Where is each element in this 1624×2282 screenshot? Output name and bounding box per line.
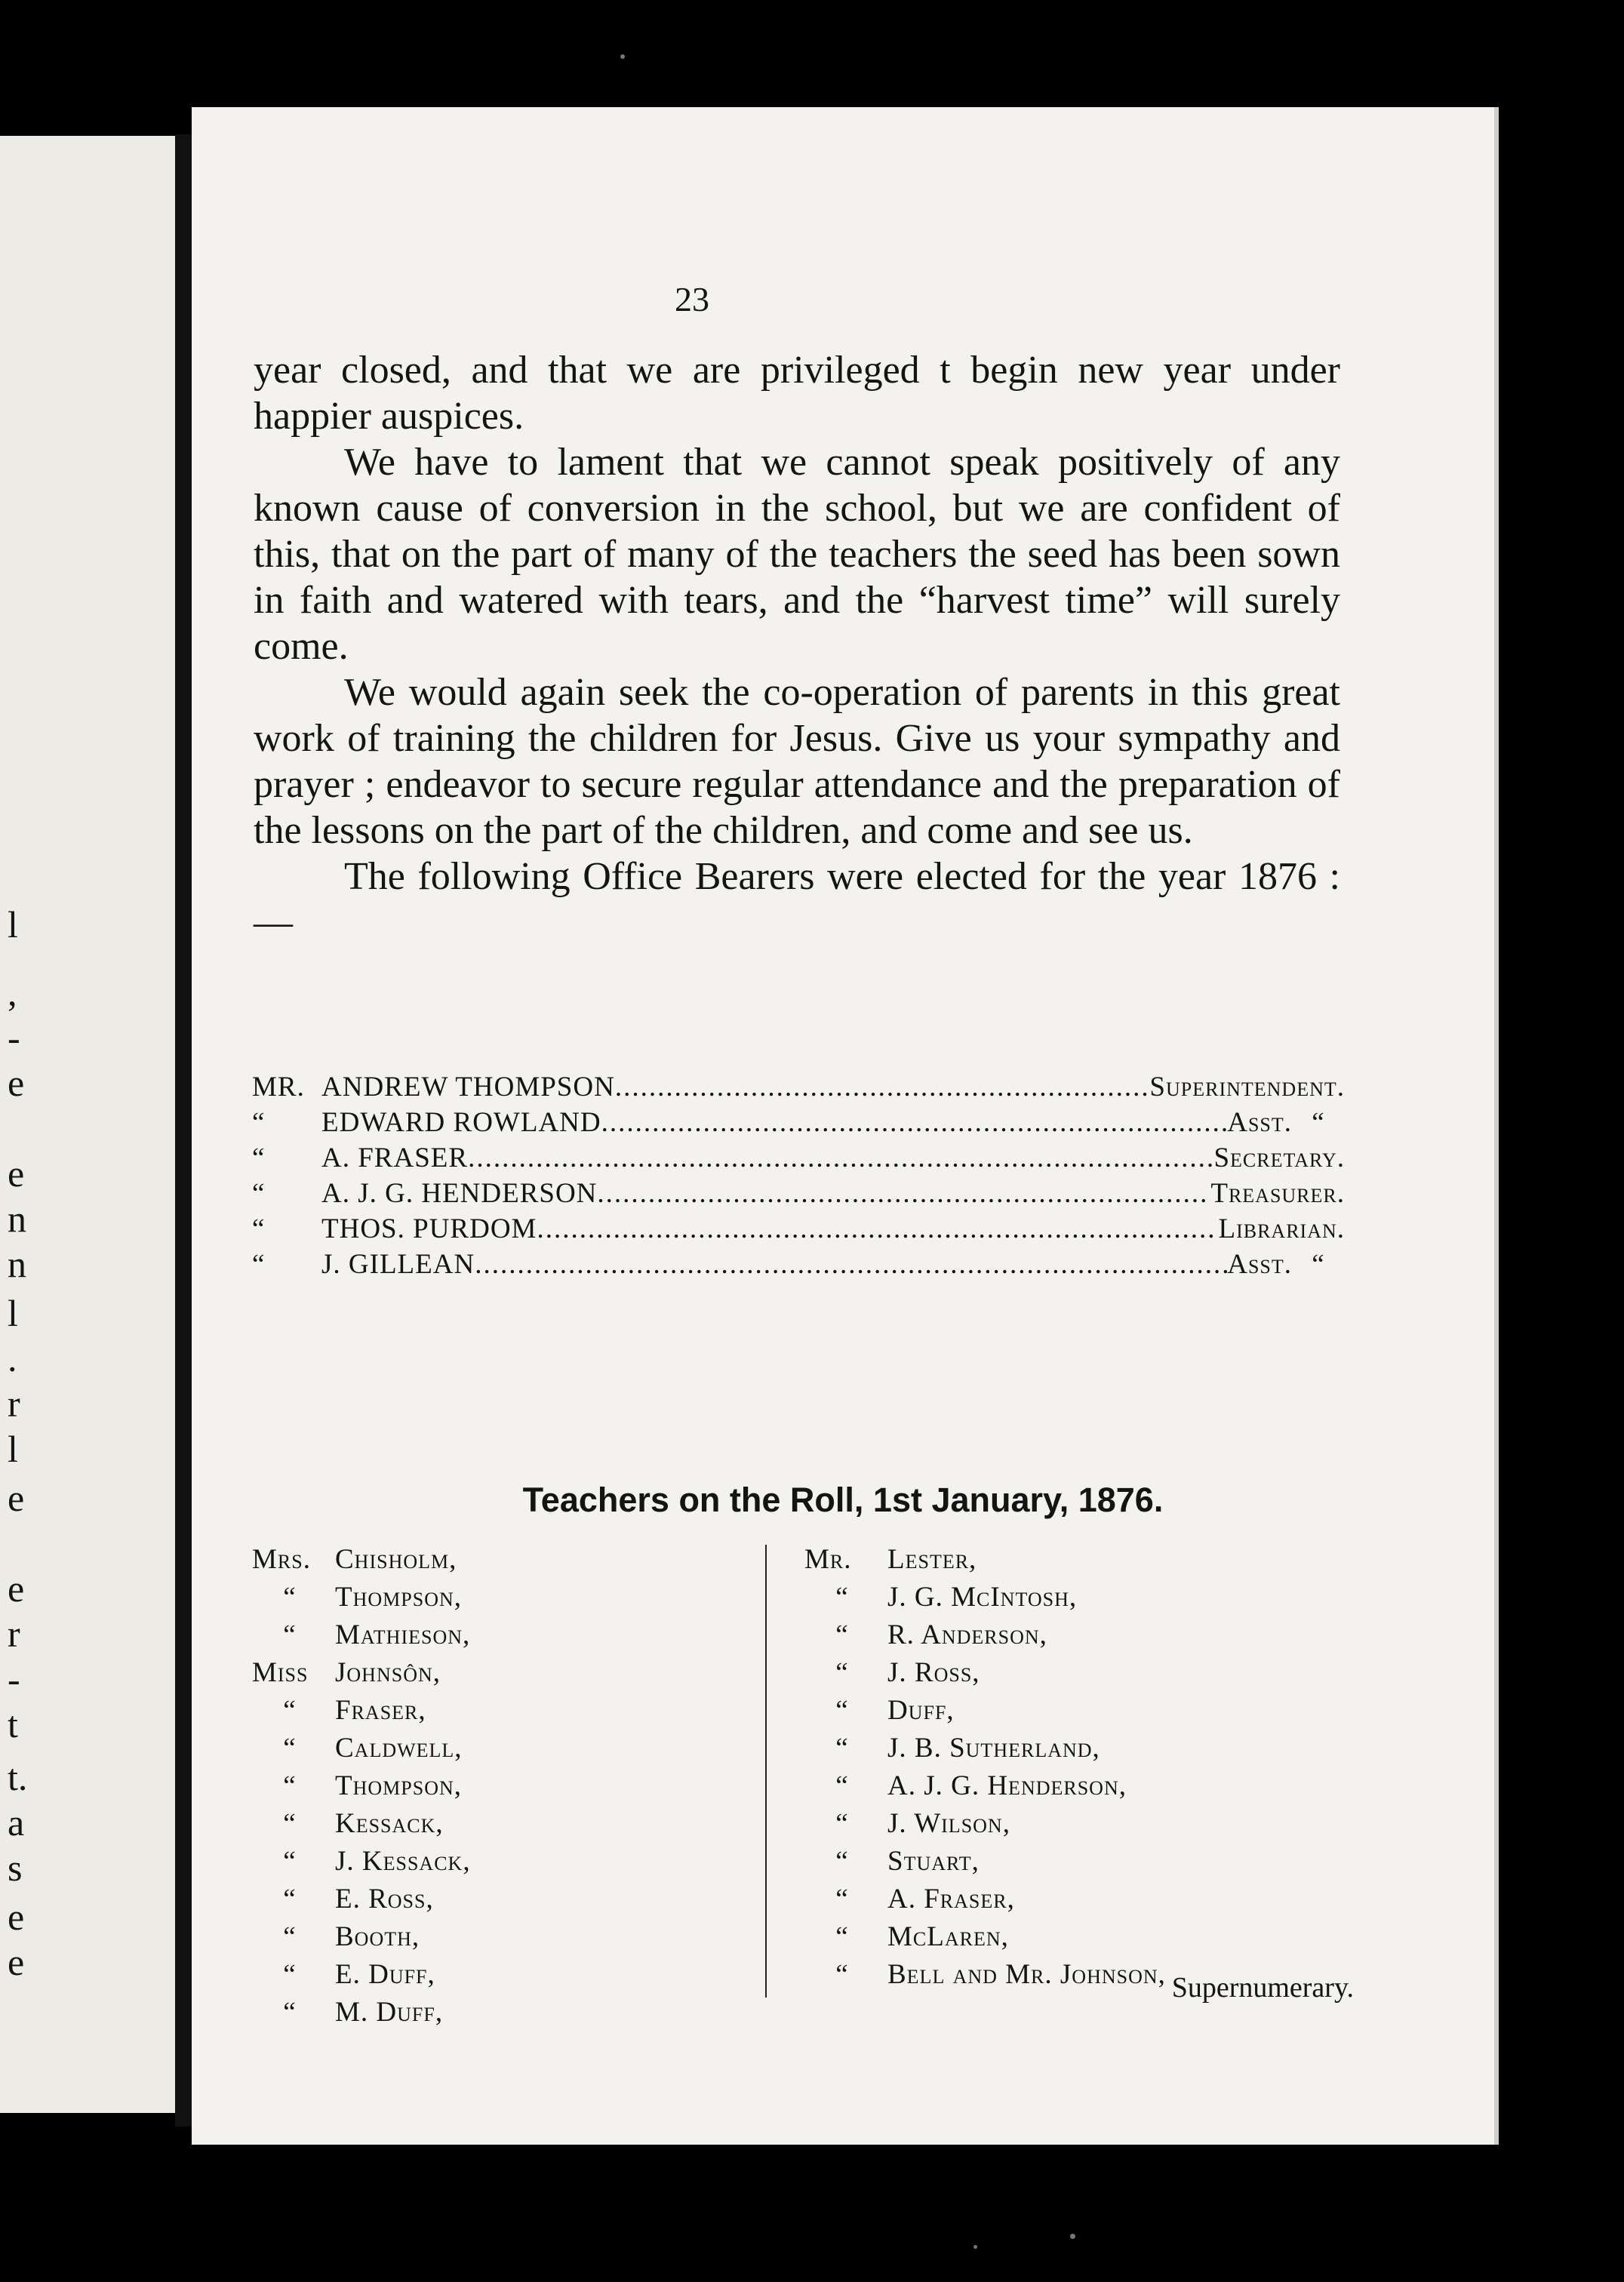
teacher-title: “	[283, 1582, 297, 1613]
officer-prefix: “	[252, 1213, 266, 1244]
teacher-title: “	[283, 1695, 297, 1726]
teacher-title: “	[283, 1959, 297, 1990]
scan-speck	[1070, 2234, 1075, 2239]
officer-prefix: “	[252, 1107, 266, 1138]
leader-dots	[475, 1247, 1227, 1282]
officer-role: Asst.	[1227, 1107, 1292, 1138]
teacher-title: Mr.	[804, 1544, 852, 1575]
teacher-entry	[252, 1767, 765, 1805]
teacher-title: “	[835, 1657, 849, 1688]
teacher-title: “	[283, 1997, 297, 2028]
facing-page-letter: e	[8, 1896, 25, 1938]
teacher-title: “	[283, 1884, 297, 1914]
teacher-name: Lester,	[887, 1544, 977, 1575]
officer-role: Treasurer.	[1210, 1178, 1345, 1209]
teacher-title: “	[283, 1846, 297, 1877]
teacher-entry	[252, 1881, 765, 1918]
facing-page-letter: l	[8, 903, 18, 946]
leader-dots	[597, 1176, 1210, 1211]
officer-name: EDWARD ROWLAND	[321, 1107, 601, 1138]
teachers-heading: Teachers on the Roll, 1st January, 1876.	[522, 1481, 1164, 1519]
paragraph: The following Office Bearers were elected for the year 1876 :—	[254, 855, 1340, 944]
teacher-name: Duff,	[887, 1695, 955, 1726]
teacher-name: Bell and Mr. Johnson,	[887, 1959, 1166, 1990]
facing-page-letter: ,	[8, 971, 17, 1013]
facing-page-letter: n	[8, 1243, 26, 1285]
teacher-entry	[252, 1730, 765, 1767]
teacher-title: “	[835, 1582, 849, 1613]
teacher-entry	[252, 1541, 765, 1579]
body-text	[254, 347, 1340, 946]
teacher-entry	[252, 1994, 765, 2031]
teacher-name: J. Wilson,	[887, 1808, 1010, 1839]
teacher-entry	[252, 1579, 765, 1616]
teacher-title: “	[835, 1695, 849, 1726]
teacher-title: “	[835, 1808, 849, 1839]
leader-dots	[537, 1211, 1218, 1247]
page-gutter	[175, 134, 192, 2127]
officer-prefix: “	[252, 1178, 266, 1209]
facing-page-letter: r	[8, 1382, 20, 1425]
officer-prefix: “	[252, 1143, 266, 1173]
teacher-name: A. Fraser,	[887, 1884, 1015, 1914]
teacher-entry	[804, 1843, 1348, 1881]
office-bearer-row	[252, 1176, 1345, 1211]
ditto-mark: “	[1312, 1249, 1325, 1280]
facing-page-letter: e	[8, 1567, 25, 1610]
column-divider	[765, 1545, 767, 1998]
facing-page-letter: l	[8, 1428, 18, 1470]
facing-page-letter: s	[8, 1847, 23, 1889]
facing-page-letter: l	[8, 1292, 18, 1334]
facing-page-letter: t	[8, 1703, 18, 1745]
teacher-entry	[804, 1805, 1348, 1843]
officer-name: A. J. G. HENDERSON	[321, 1178, 598, 1209]
officer-name: THOS. PURDOM	[321, 1213, 537, 1244]
teacher-title: “	[283, 1921, 297, 1952]
teacher-entry	[252, 1805, 765, 1843]
office-bearer-row	[252, 1140, 1345, 1176]
teacher-entry	[804, 1730, 1348, 1767]
teacher-entry	[252, 1956, 765, 1994]
facing-page-letter: e	[8, 1152, 25, 1195]
teacher-name: Chisholm,	[335, 1544, 457, 1575]
facing-page-fragments	[8, 136, 53, 2113]
teacher-title: “	[283, 1770, 297, 1801]
office-bearer-row	[252, 1105, 1345, 1140]
teacher-name: Mathieson,	[335, 1619, 471, 1650]
facing-page-letter: -	[8, 1016, 20, 1059]
scan-speck	[620, 54, 625, 59]
teacher-name: M. Duff,	[335, 1997, 444, 2028]
teacher-name: J. Ross,	[887, 1657, 980, 1688]
officer-role: Asst.	[1227, 1249, 1292, 1280]
teacher-name: R. Anderson,	[887, 1619, 1047, 1650]
paragraph: We would again seek the co-operation of parents in this great work of training the children for Jesus. Give us your sympathy and prayer ; endeavor to secure regular attendance and the preparation of the lessons on the part of the children, and come and see us.	[254, 671, 1340, 852]
office-bearer-row	[252, 1211, 1345, 1247]
book-page	[192, 107, 1494, 2145]
teachers-right-column	[804, 1541, 1348, 1994]
teacher-title: “	[283, 1733, 297, 1764]
office-bearer-row	[252, 1069, 1345, 1105]
facing-page-letter: .	[8, 1337, 17, 1379]
leader-dots	[601, 1105, 1228, 1140]
officer-name: ANDREW THOMPSON	[321, 1072, 615, 1103]
teacher-name: E. Duff,	[335, 1959, 435, 1990]
teacher-name: Fraser,	[335, 1695, 426, 1726]
teacher-name: McLaren,	[887, 1921, 1009, 1952]
teacher-title: “	[283, 1808, 297, 1839]
office-bearers-list	[252, 1069, 1345, 1282]
teacher-title: “	[835, 1619, 849, 1650]
teacher-entry	[252, 1654, 765, 1692]
teacher-name: Kessack,	[335, 1808, 444, 1839]
teacher-name: J. G. McIntosh,	[887, 1582, 1078, 1613]
facing-page-letter: -	[8, 1658, 20, 1700]
teachers-left-column	[252, 1541, 765, 2031]
officer-role: Secretary.	[1213, 1143, 1345, 1173]
leader-dots	[615, 1069, 1150, 1105]
supernumerary-note: Supernumerary.	[1171, 1972, 1354, 2004]
teacher-name: Thompson,	[335, 1770, 462, 1801]
facing-page-letter: t.	[8, 1756, 28, 1798]
facing-page-letter: e	[8, 1477, 25, 1519]
teacher-name: J. Kessack,	[335, 1846, 471, 1877]
teacher-entry	[804, 1541, 1348, 1579]
teacher-name: Booth,	[335, 1921, 420, 1952]
teacher-entry	[804, 1579, 1348, 1616]
teacher-name: J. B. Sutherland,	[887, 1733, 1100, 1764]
paragraph: year closed, and that we are privileged t begin new year under happier auspices.	[254, 349, 1340, 438]
teacher-title: Miss	[252, 1657, 309, 1688]
teacher-entry	[804, 1881, 1348, 1918]
teacher-name: Stuart,	[887, 1846, 980, 1877]
officer-name: J. GILLEAN	[321, 1249, 475, 1280]
officer-prefix: “	[252, 1249, 266, 1280]
officer-name: A. FRASER	[321, 1143, 469, 1173]
facing-page-letter: a	[8, 1801, 25, 1844]
teacher-title: “	[835, 1846, 849, 1877]
facing-page-letter: n	[8, 1198, 26, 1240]
teacher-entry	[804, 1654, 1348, 1692]
teacher-entry	[804, 1918, 1348, 1956]
teacher-name: Johnsôn,	[335, 1657, 441, 1688]
page-edge	[1494, 107, 1499, 2145]
officer-role: Librarian.	[1218, 1213, 1345, 1244]
teacher-title: “	[835, 1770, 849, 1801]
teacher-entry	[252, 1692, 765, 1730]
teacher-entry	[252, 1616, 765, 1654]
leader-dots	[468, 1140, 1213, 1176]
office-bearer-row	[252, 1247, 1345, 1282]
facing-page-letter: e	[8, 1941, 25, 1983]
officer-prefix: MR.	[252, 1072, 305, 1103]
paragraph: We have to lament that we cannot speak positively of any known cause of conversion in the school, but we are confident of this, that on the part of many of the teachers the seed has been sown in faith and watered with tears, and the “harvest time” will surely come.	[254, 441, 1340, 668]
officer-role: Superintendent.	[1149, 1072, 1345, 1103]
teacher-name: Caldwell,	[335, 1733, 463, 1764]
teacher-entry	[804, 1616, 1348, 1654]
teacher-title: “	[835, 1959, 849, 1990]
teacher-title: Mrs.	[252, 1544, 311, 1575]
teacher-title: “	[283, 1619, 297, 1650]
teacher-title: “	[835, 1921, 849, 1952]
facing-page-letter: r	[8, 1613, 20, 1655]
teacher-name: E. Ross,	[335, 1884, 434, 1914]
teacher-title: “	[835, 1733, 849, 1764]
teacher-entry	[804, 1767, 1348, 1805]
teacher-entry	[804, 1692, 1348, 1730]
teacher-name: Thompson,	[335, 1582, 462, 1613]
teacher-entry	[252, 1918, 765, 1956]
teacher-entry	[252, 1843, 765, 1881]
facing-page	[0, 136, 181, 2113]
teacher-title: “	[835, 1884, 849, 1914]
scan-speck	[973, 2245, 977, 2249]
page-number: 23	[675, 280, 709, 318]
teacher-name: A. J. G. Henderson,	[887, 1770, 1127, 1801]
ditto-mark: “	[1312, 1107, 1325, 1138]
facing-page-letter: e	[8, 1062, 25, 1104]
